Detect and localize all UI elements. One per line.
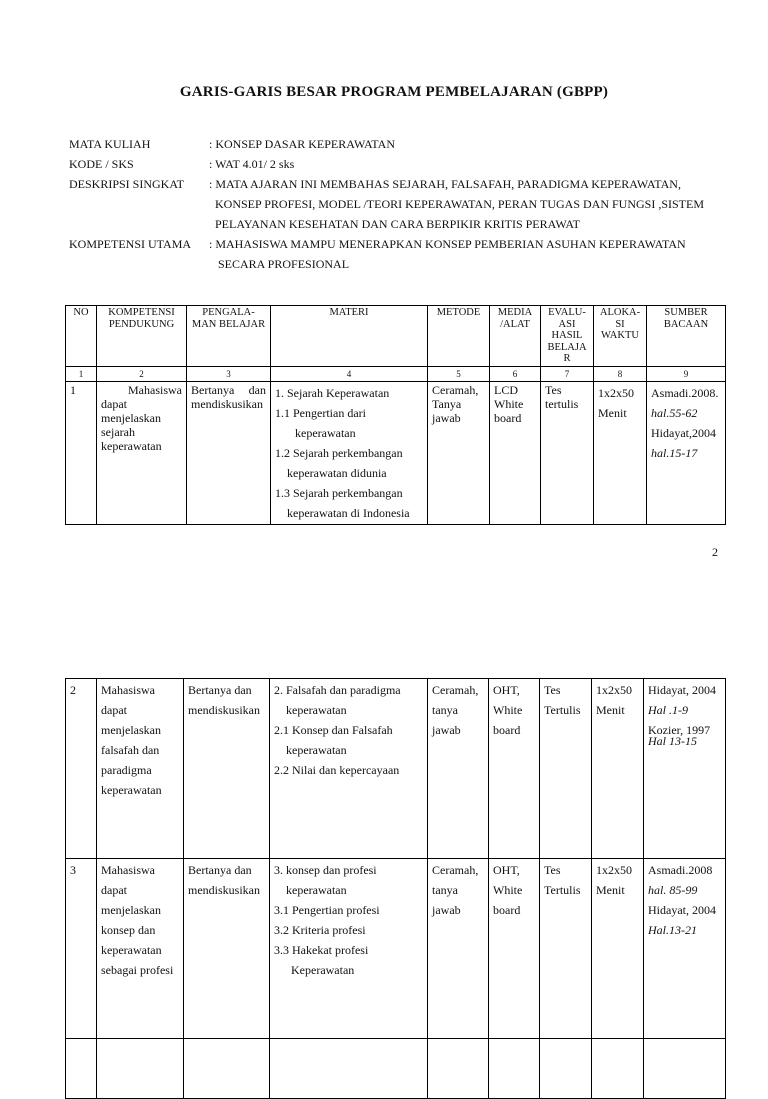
cell-line: sebagai profesi (101, 963, 174, 977)
competency-line: SECARA PROFESIONAL (218, 257, 350, 271)
cell-line: board (494, 410, 522, 425)
table-header-row (66, 306, 726, 367)
column-number: 2 (97, 366, 187, 381)
cell-line: Hidayat,2004 (651, 425, 716, 440)
cell-line: Tes (545, 382, 562, 397)
cell-line: paradigma (101, 763, 152, 777)
cell-word: Bertanya (191, 382, 235, 397)
info-kompetensi-utama (69, 234, 709, 274)
cell-line: keperawatan (286, 743, 347, 757)
cell-line: dapat (101, 396, 127, 411)
table-row (66, 381, 726, 524)
cell-alokasi (592, 859, 644, 1039)
cell-no: 2 (66, 679, 97, 859)
cell-line: Ceramah, (432, 683, 479, 697)
header-cell: EVALU- ASI HASIL BELAJA R (541, 306, 594, 367)
cell-line: 1.2 Sejarah perkembangan (275, 445, 403, 460)
cell-line: jawab (432, 723, 461, 737)
cell-line: Mahasiswa (101, 863, 155, 877)
column-number: 7 (541, 366, 594, 381)
cell-line: 1x2x50 (598, 385, 634, 400)
cell-line: keperawatan (295, 425, 356, 440)
cell-line: keperawatan (286, 703, 347, 717)
header-cell: MEDIA /ALAT (490, 306, 541, 367)
cell-materi (270, 859, 428, 1039)
cell-line: Tertulis (544, 883, 581, 897)
cell-alokasi (594, 381, 647, 524)
column-number: 5 (428, 366, 490, 381)
cell-line: hal.55-62 (651, 405, 698, 420)
cell-line: Menit (596, 883, 625, 897)
cell-alokasi (592, 679, 644, 859)
cell-line: Menit (596, 703, 625, 717)
cell-empty (644, 1039, 726, 1099)
cell-pengalaman (184, 859, 270, 1039)
cell-line: keperawatan (101, 943, 162, 957)
cell-line: Mahasiswa (128, 382, 182, 397)
header-cell: SUMBER BACAAN (647, 306, 726, 367)
cell-line: keperawatan didunia (287, 465, 387, 480)
cell-line: 3.1 Pengertian profesi (274, 903, 380, 917)
info-value: : WAT 4.01/ 2 sks (209, 157, 295, 171)
cell-no: 3 (66, 859, 97, 1039)
cell-line: tanya (432, 703, 458, 717)
cell-empty (270, 1039, 428, 1099)
cell-sumber (644, 679, 726, 859)
cell-line: konsep dan (101, 923, 156, 937)
cell-line: sejarah (101, 424, 135, 439)
cell-line: board (493, 723, 521, 737)
cell-line: Hal.13-21 (648, 923, 697, 937)
cell-line: Keperawatan (291, 963, 355, 977)
cell-line: OHT, (493, 863, 520, 877)
cell-line: Bertanya dan (188, 683, 252, 697)
cell-line: keperawatan (101, 783, 162, 797)
cell-line: 3.2 Kriteria profesi (274, 923, 366, 937)
cell-line: Hal .1-9 (648, 703, 688, 717)
cell-line: 1.1 Pengertian dari (275, 405, 366, 420)
cell-kompetensi (97, 381, 187, 524)
cell-line: hal. 85-99 (648, 883, 698, 897)
header-cell: MATERI (271, 306, 428, 367)
cell-line: White (493, 703, 523, 717)
cell-line: 1. Sejarah Keperawatan (275, 385, 390, 400)
cell-metode (428, 679, 489, 859)
cell-line: 2.1 Konsep dan Falsafah (274, 723, 393, 737)
cell-line: White (493, 883, 523, 897)
cell-empty (592, 1039, 644, 1099)
cell-line: 3.3 Hakekat profesi (274, 943, 369, 957)
cell-metode (428, 859, 489, 1039)
cell-line: menjelaskan (101, 410, 161, 425)
cell-line: mendiskusikan (191, 396, 263, 411)
cell-line: keperawatan (286, 883, 347, 897)
competency-line: : MAHASISWA MAMPU MENERAPKAN KONSEP PEMBERIAN ASUHAN KEPERAWATAN (209, 237, 686, 251)
cell-line: Tes (544, 863, 561, 877)
description-line: : MATA AJARAN INI MEMBAHAS SEJARAH, FALSAFAH, PARADIGMA KEPERAWATAN, (209, 177, 681, 191)
cell-line: Ceramah, (432, 382, 479, 397)
cell-line: Ceramah, (432, 863, 479, 877)
info-value: : KONSEP DASAR KEPERAWATAN (209, 137, 395, 151)
cell-line: tanya (432, 883, 458, 897)
table-row (66, 859, 726, 1039)
cell-line: 3. konsep dan profesi (274, 863, 377, 877)
cell-metode (428, 381, 490, 524)
cell-line: Tertulis (544, 703, 581, 717)
cell-line: dapat (101, 883, 127, 897)
page-number: 2 (712, 545, 718, 559)
cell-line: menjelaskan (101, 723, 161, 737)
info-kode-sks (69, 154, 709, 174)
header-cell: KOMPETENSI PENDUKUNG (97, 306, 187, 367)
cell-word: dan (248, 382, 266, 397)
cell-line: Mahasiswa (101, 683, 155, 697)
cell-empty (97, 1039, 184, 1099)
cell-line: 1x2x50 (596, 683, 632, 697)
gbpp-table-page1 (65, 305, 726, 525)
document-title: GARIS-GARIS BESAR PROGRAM PEMBELAJARAN (GBPP) (179, 84, 609, 100)
cell-evaluasi (540, 679, 592, 859)
cell-empty (184, 1039, 270, 1099)
cell-line: OHT, (493, 683, 520, 697)
header-cell: METODE (428, 306, 490, 367)
column-number: 4 (271, 366, 428, 381)
info-label: KOMPETENSI UTAMA (69, 237, 192, 251)
info-label: MATA KULIAH (69, 137, 151, 151)
cell-line: 2. Falsafah dan paradigma (274, 683, 401, 697)
cell-no: 1 (66, 381, 97, 524)
cell-line: board (493, 903, 521, 917)
cell-line: Asmadi.2008. (651, 385, 719, 400)
column-number: 3 (187, 366, 271, 381)
cell-line: dapat (101, 703, 127, 717)
cell-line: Kozier, 1997 (648, 723, 711, 737)
cell-kompetensi (97, 859, 184, 1039)
header-cell: ALOKA- SI WAKTU (594, 306, 647, 367)
cell-line: 1.3 Sejarah perkembangan (275, 485, 403, 500)
info-mata-kuliah (69, 134, 709, 154)
cell-empty (489, 1039, 540, 1099)
cell-line: Menit (598, 405, 627, 420)
info-value (209, 174, 709, 234)
cell-pengalaman (184, 679, 270, 859)
cell-line: 2.2 Nilai dan kepercayaan (274, 763, 400, 777)
table-row-partial (66, 1039, 726, 1099)
cell-kompetensi (97, 679, 184, 859)
cell-line: falsafah dan (101, 743, 160, 757)
info-label: KODE / SKS (69, 157, 134, 171)
cell-sumber (644, 859, 726, 1039)
cell-media (490, 381, 541, 524)
column-number: 1 (66, 366, 97, 381)
cell-sumber (647, 381, 726, 524)
cell-line: Hidayat, 2004 (648, 903, 716, 917)
cell-empty (66, 1039, 97, 1099)
cell-media (489, 859, 540, 1039)
cell-media (489, 679, 540, 859)
column-number: 6 (490, 366, 541, 381)
cell-line: Asmadi.2008 (648, 863, 713, 877)
cell-line: jawab (432, 410, 461, 425)
info-value (209, 234, 709, 274)
cell-line: Tanya (432, 396, 462, 411)
cell-line: tertulis (545, 396, 579, 411)
course-info (69, 134, 709, 274)
gbpp-table-page2 (65, 678, 726, 1099)
info-deskripsi (69, 174, 709, 234)
cell-line: menjelaskan (101, 903, 161, 917)
cell-pengalaman (187, 381, 271, 524)
cell-evaluasi (540, 859, 592, 1039)
cell-line: White (494, 396, 524, 411)
cell-line: Hal 13-15 (648, 734, 697, 748)
cell-line: hal.15-17 (651, 445, 698, 460)
cell-line: keperawatan (101, 438, 162, 453)
header-cell: NO (66, 306, 97, 367)
cell-line: Tes (544, 683, 561, 697)
column-number-row (66, 366, 726, 381)
cell-line: LCD (494, 382, 518, 397)
cell-materi (271, 381, 428, 524)
cell-empty (428, 1039, 489, 1099)
description-line: PELAYANAN KESEHATAN DAN CARA BERPIKIR KRITIS PERAWAT (215, 217, 580, 231)
header-cell: PENGALA- MAN BELAJAR (187, 306, 271, 367)
cell-line: jawab (432, 903, 461, 917)
info-label: DESKRIPSI SINGKAT (69, 177, 185, 191)
cell-line: mendiskusikan (188, 883, 260, 897)
cell-line: mendiskusikan (188, 703, 260, 717)
table-row (66, 679, 726, 859)
cell-evaluasi (541, 381, 594, 524)
cell-line: 1x2x50 (596, 863, 632, 877)
cell-line: Bertanya dan (188, 863, 252, 877)
column-number: 9 (647, 366, 726, 381)
cell-line: Hidayat, 2004 (648, 683, 716, 697)
cell-line: keperawatan di Indonesia (287, 505, 410, 520)
cell-line (191, 383, 266, 397)
cell-materi (270, 679, 428, 859)
description-line: KONSEP PROFESI, MODEL /TEORI KEPERAWATAN, PERAN TUGAS DAN FUNGSI ,SISTEM (215, 197, 705, 211)
column-number: 8 (594, 366, 647, 381)
cell-empty (540, 1039, 592, 1099)
